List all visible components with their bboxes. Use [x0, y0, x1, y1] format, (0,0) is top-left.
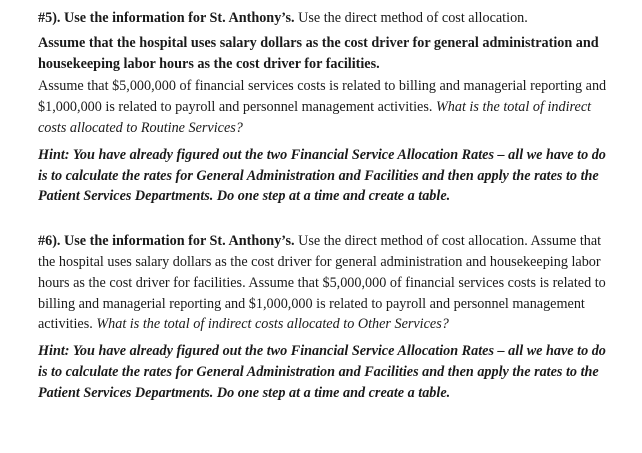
q5-method: Use the direct method of cost allocation. — [294, 10, 528, 26]
q6-heading: #6). Use the information for St. Anthony’s. — [38, 233, 295, 250]
question-5 — [38, 8, 614, 207]
q5-intro — [38, 8, 614, 29]
q5-question: What is the total of indirect costs allocated to Routine Services? — [38, 99, 592, 136]
q6-hint: Hint: You have already figured out the two Financial Service Allocation Rates – all we have to do is to calculate the rates for General Administration and Facilities and then apply the rates to the Patient Services Departments. Do one step at a time and create a table. — [38, 343, 606, 401]
document-page — [38, 8, 614, 404]
q6-body: Use the direct method of cost allocation. Assume that the hospital uses salary dollars as the cost driver for general administration and housekeeping labor hours as the cost driver for facilities. Assume that $5,000,000 of financial services costs is related to billing and managerial reporting and $1,000,000 is related to payroll and personnel management activities. — [38, 233, 606, 333]
q6-question: What is the total of indirect costs allocated to Other Services? — [96, 316, 449, 333]
question-6 — [38, 231, 614, 403]
q5-detail-paragraph — [38, 76, 614, 138]
q5-assumption: Assume that the hospital uses salary dollars as the cost driver for general administration and housekeeping labor hours as the cost driver for facilities. — [38, 34, 599, 72]
q5-heading: #5). Use the information for St. Anthony’s. — [38, 10, 295, 26]
q5-detail: Assume that $5,000,000 of financial services costs is related to billing and managerial reporting and $1,000,000 is related to payroll and personnel management activities. — [38, 78, 607, 116]
q6-paragraph — [38, 231, 614, 335]
q5-hint: Hint: You have already figured out the two Financial Service Allocation Rates – all we have to do is to calculate the rates for General Administration and Facilities and then apply the rates to the Patient Services Departments. Do one step at a time and create a table. — [38, 146, 606, 205]
